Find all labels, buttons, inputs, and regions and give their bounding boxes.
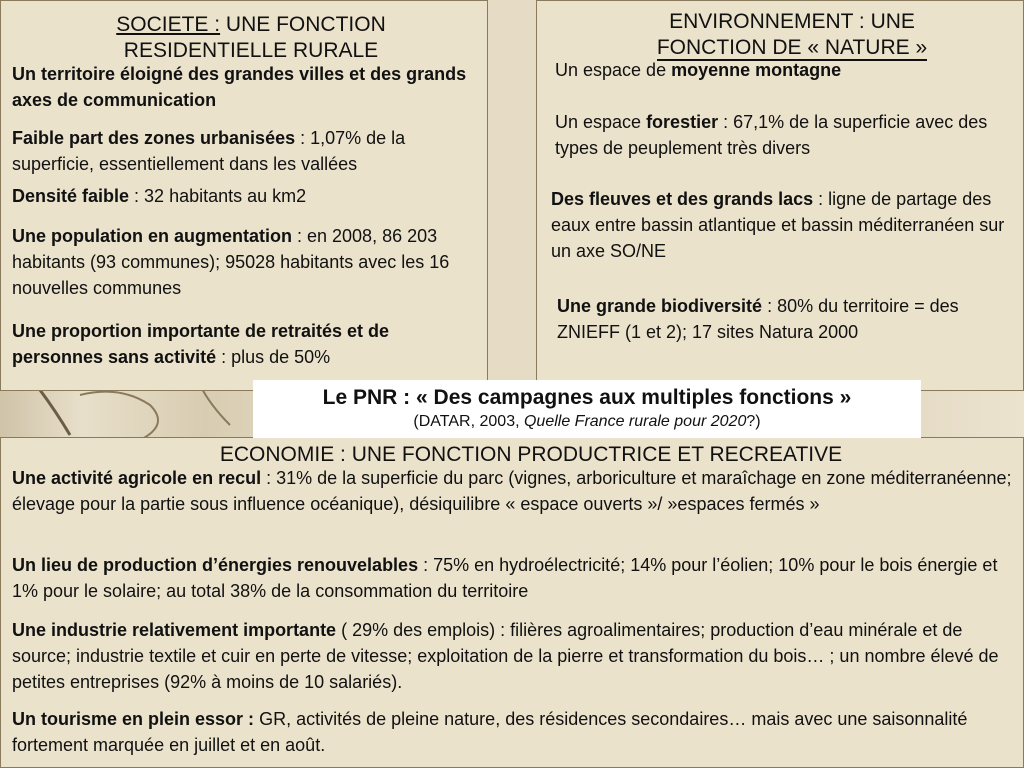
central-banner	[253, 380, 921, 438]
eco-item-text: GR, activités de pleine nature, des résidences secondaires… mais avec une saisonnalité fortement marquée en juillet et en août.	[12, 709, 968, 755]
env-item-text: : 80% du territoire = des ZNIEFF (1 et 2); 17 sites Natura 2000	[557, 296, 959, 342]
env-item-bold: Des fleuves et des grands lacs	[551, 189, 814, 209]
societe-item-territoire	[12, 61, 482, 113]
env-item-bold: Une grande biodiversité	[557, 296, 763, 316]
eco-item-agricole	[12, 465, 1012, 517]
banner-source	[253, 411, 921, 433]
banner-source-pre: (DATAR, 2003,	[413, 413, 524, 430]
societe-panel	[0, 0, 488, 391]
env-item-montagne	[555, 57, 1015, 83]
env-item-text: : ligne de partage des eaux entre bassin atlantique et bassin méditerranéen sur un axe SO/NE	[551, 189, 1005, 261]
societe-item-text: : en 2008, 86 203 habitants (93 communes); 95028 habitants avec les 16 nouvelles communes	[12, 226, 450, 298]
environnement-title-line1: ENVIRONNEMENT : UNE	[669, 10, 915, 33]
env-item-bold: moyenne montagne	[671, 60, 842, 80]
eco-item-tourisme	[12, 706, 1012, 758]
societe-item-bold: Une proportion importante de retraités et de personnes sans activité	[12, 321, 390, 367]
env-item-bold: forestier	[646, 112, 719, 132]
decorative-sketch	[0, 385, 240, 445]
societe-item-densite	[12, 183, 482, 209]
eco-item-text: : 31% de la superficie du parc (vignes, arboriculture et maraîchage en zone méditerranéenne; élevage pour la partie sous influence océanique), désiquilibre « espace ouverts »/ »espaces fermés »	[12, 468, 1012, 514]
eco-item-bold: Un tourisme en plein essor :	[12, 709, 255, 729]
economie-title: ECONOMIE : UNE FONCTION PRODUCTRICE ET RECREATIVE	[219, 443, 843, 466]
societe-item-bold: Une population en augmentation	[12, 226, 292, 246]
societe-item-zones	[12, 125, 487, 177]
banner-source-post: ?)	[746, 413, 761, 430]
economie-panel	[0, 437, 1024, 768]
eco-item-energies	[12, 552, 1012, 604]
eco-item-text: : 75% en hydroélectricité; 14% pour l’éolien; 10% pour le bois énergie et 1% pour le solaire; au total 38% de la consommation du territoire	[12, 555, 998, 601]
env-item-pre: Un espace de	[555, 60, 672, 80]
societe-title	[61, 12, 441, 64]
societe-item-population	[12, 223, 482, 301]
societe-item-text: : 32 habitants au km2	[129, 186, 307, 206]
env-item-pre: Un espace	[555, 112, 647, 132]
societe-item-retraites	[12, 318, 467, 370]
societe-item-bold: Faible part des zones urbanisées	[12, 128, 296, 148]
eco-item-text: ( 29% des emplois) : filières agroalimentaires; production d’eau minérale et de source; industrie textile et cuir en perte de vitesse; exploitation de la pierre et transformation du bois… ; un nombre élevé de petites entreprises (92% à moins de 10 salariés).	[12, 620, 999, 692]
societe-title-label: SOCIETE :	[116, 13, 221, 36]
env-item-text: : 67,1% de la superficie avec des types de peuplement très divers	[555, 112, 988, 158]
eco-item-bold: Une industrie relativement importante	[12, 620, 337, 640]
environnement-panel	[536, 0, 1024, 391]
societe-item-bold: Densité faible	[12, 186, 130, 206]
societe-item-text: : 1,07% de la superficie, essentiellement dans les vallées	[12, 128, 406, 174]
eco-item-industrie	[12, 617, 1012, 695]
env-item-biodiversite	[557, 293, 1012, 345]
societe-item-bold: Un territoire éloigné des grandes villes et des grands axes de communication	[12, 64, 467, 110]
banner-title: Le PNR : « Des campagnes aux multiples fonctions »	[322, 386, 852, 409]
eco-item-bold: Une activité agricole en recul	[12, 468, 262, 488]
env-item-fleuves	[551, 186, 1011, 264]
env-item-forestier	[555, 109, 1010, 161]
societe-item-text: : plus de 50%	[216, 347, 331, 367]
eco-item-bold: Un lieu de production d’énergies renouvelables	[12, 555, 419, 575]
environnement-title-line2: FONCTION DE « NATURE »	[656, 36, 928, 59]
banner-source-italic: Quelle France rurale pour 2020	[523, 413, 747, 430]
societe-title-rest: UNE FONCTION RESIDENTIELLE RURALE	[123, 13, 386, 62]
environnement-title	[617, 9, 967, 61]
